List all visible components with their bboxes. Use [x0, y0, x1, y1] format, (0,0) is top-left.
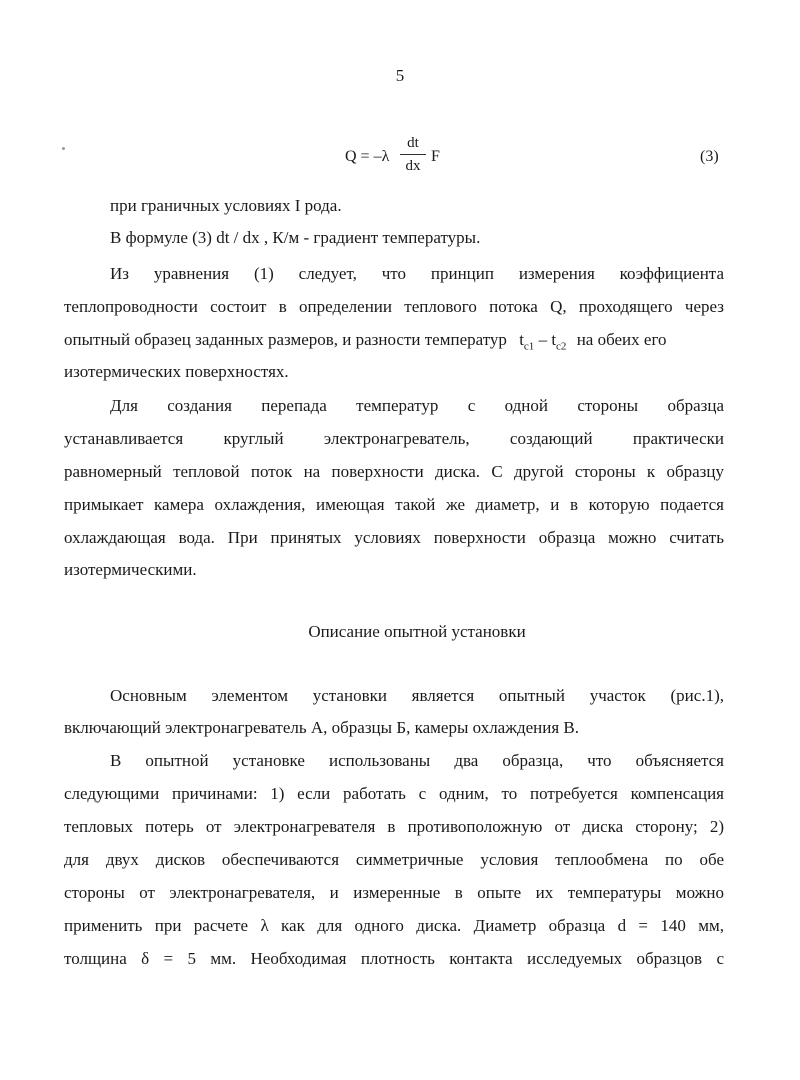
para5-line1: В опытной установке использованы два образца, что объясняется	[110, 751, 724, 770]
equation-number: (3)	[700, 148, 719, 165]
para3-line3: равномерный тепловой поток на поверхности диска. С другой стороны к образцу	[64, 462, 724, 481]
minus-sign: –	[534, 330, 552, 349]
para1-line2: В формуле (3) dt / dx , К/м - градиент температуры.	[110, 228, 481, 247]
formula-rhs: F	[431, 148, 440, 165]
para5-line5: стороны от электронагревателя, и измеренные в опыте их температуры можно	[64, 883, 724, 902]
fraction-bar	[400, 154, 426, 155]
para3-line2: устанавливается круглый электронагреватель, создающий практически	[64, 429, 724, 448]
para4-line1: Основным элементом установки является опытный участок (рис.1),	[110, 686, 724, 705]
para3-line4: примыкает камера охлаждения, имеющая такой же диаметр, и в которую подается	[64, 495, 724, 514]
page-number: 5	[395, 66, 405, 85]
para2-line3-text-b: на обеих его	[576, 330, 667, 349]
para5-line4: для двух дисков обеспечиваются симметричные условия теплообмена по обе	[64, 850, 724, 869]
formula-fraction	[400, 134, 426, 175]
formula-numerator: dt	[407, 135, 419, 151]
para5-line3: тепловых потерь от электронагревателя в противоположную от диска сторону; 2)	[64, 817, 724, 836]
para2-line3-text-a: опытный образец заданных размеров, и разности температур	[64, 330, 507, 349]
temp-t-c2: $t_{c2}$	[551, 330, 567, 353]
para5-line7: толщина δ = 5 мм. Необходимая плотность контакта исследуемых образцов с	[64, 949, 724, 968]
para2-line3	[64, 330, 667, 352]
para2-line1: Из уравнения (1) следует, что принцип измерения коэффициента	[110, 264, 724, 283]
section-heading: Описание опытной установки	[308, 622, 526, 641]
margin-speck	[62, 147, 65, 150]
para4-line2: включающий электронагреватель А, образцы Б, камеры охлаждения В.	[64, 718, 580, 737]
formula-denominator: dx	[405, 158, 421, 174]
para5-line6: применить при расчете λ как для одного диска. Диаметр образца d = 140 мм,	[64, 916, 724, 935]
para2-line4: изотермических поверхностях.	[64, 362, 289, 381]
para3-line6: изотермическими.	[64, 560, 197, 579]
para3-line5: охлаждающая вода. При принятых условиях поверхности образца можно считать	[64, 528, 724, 547]
para3-line1: Для создания перепада температур с одной стороны образца	[110, 396, 724, 415]
para2-line2: теплопроводности состоит в определении теплового потока Q, проходящего через	[64, 297, 724, 316]
para1-line1: при граничных условиях I рода.	[110, 196, 342, 215]
temp-t-c1: $t_{c1}$	[519, 330, 535, 353]
para5-line2: следующими причинами: 1) если работать с одним, то потребуется компенсация	[64, 784, 724, 803]
formula-lhs: Q = –λ	[345, 148, 390, 165]
